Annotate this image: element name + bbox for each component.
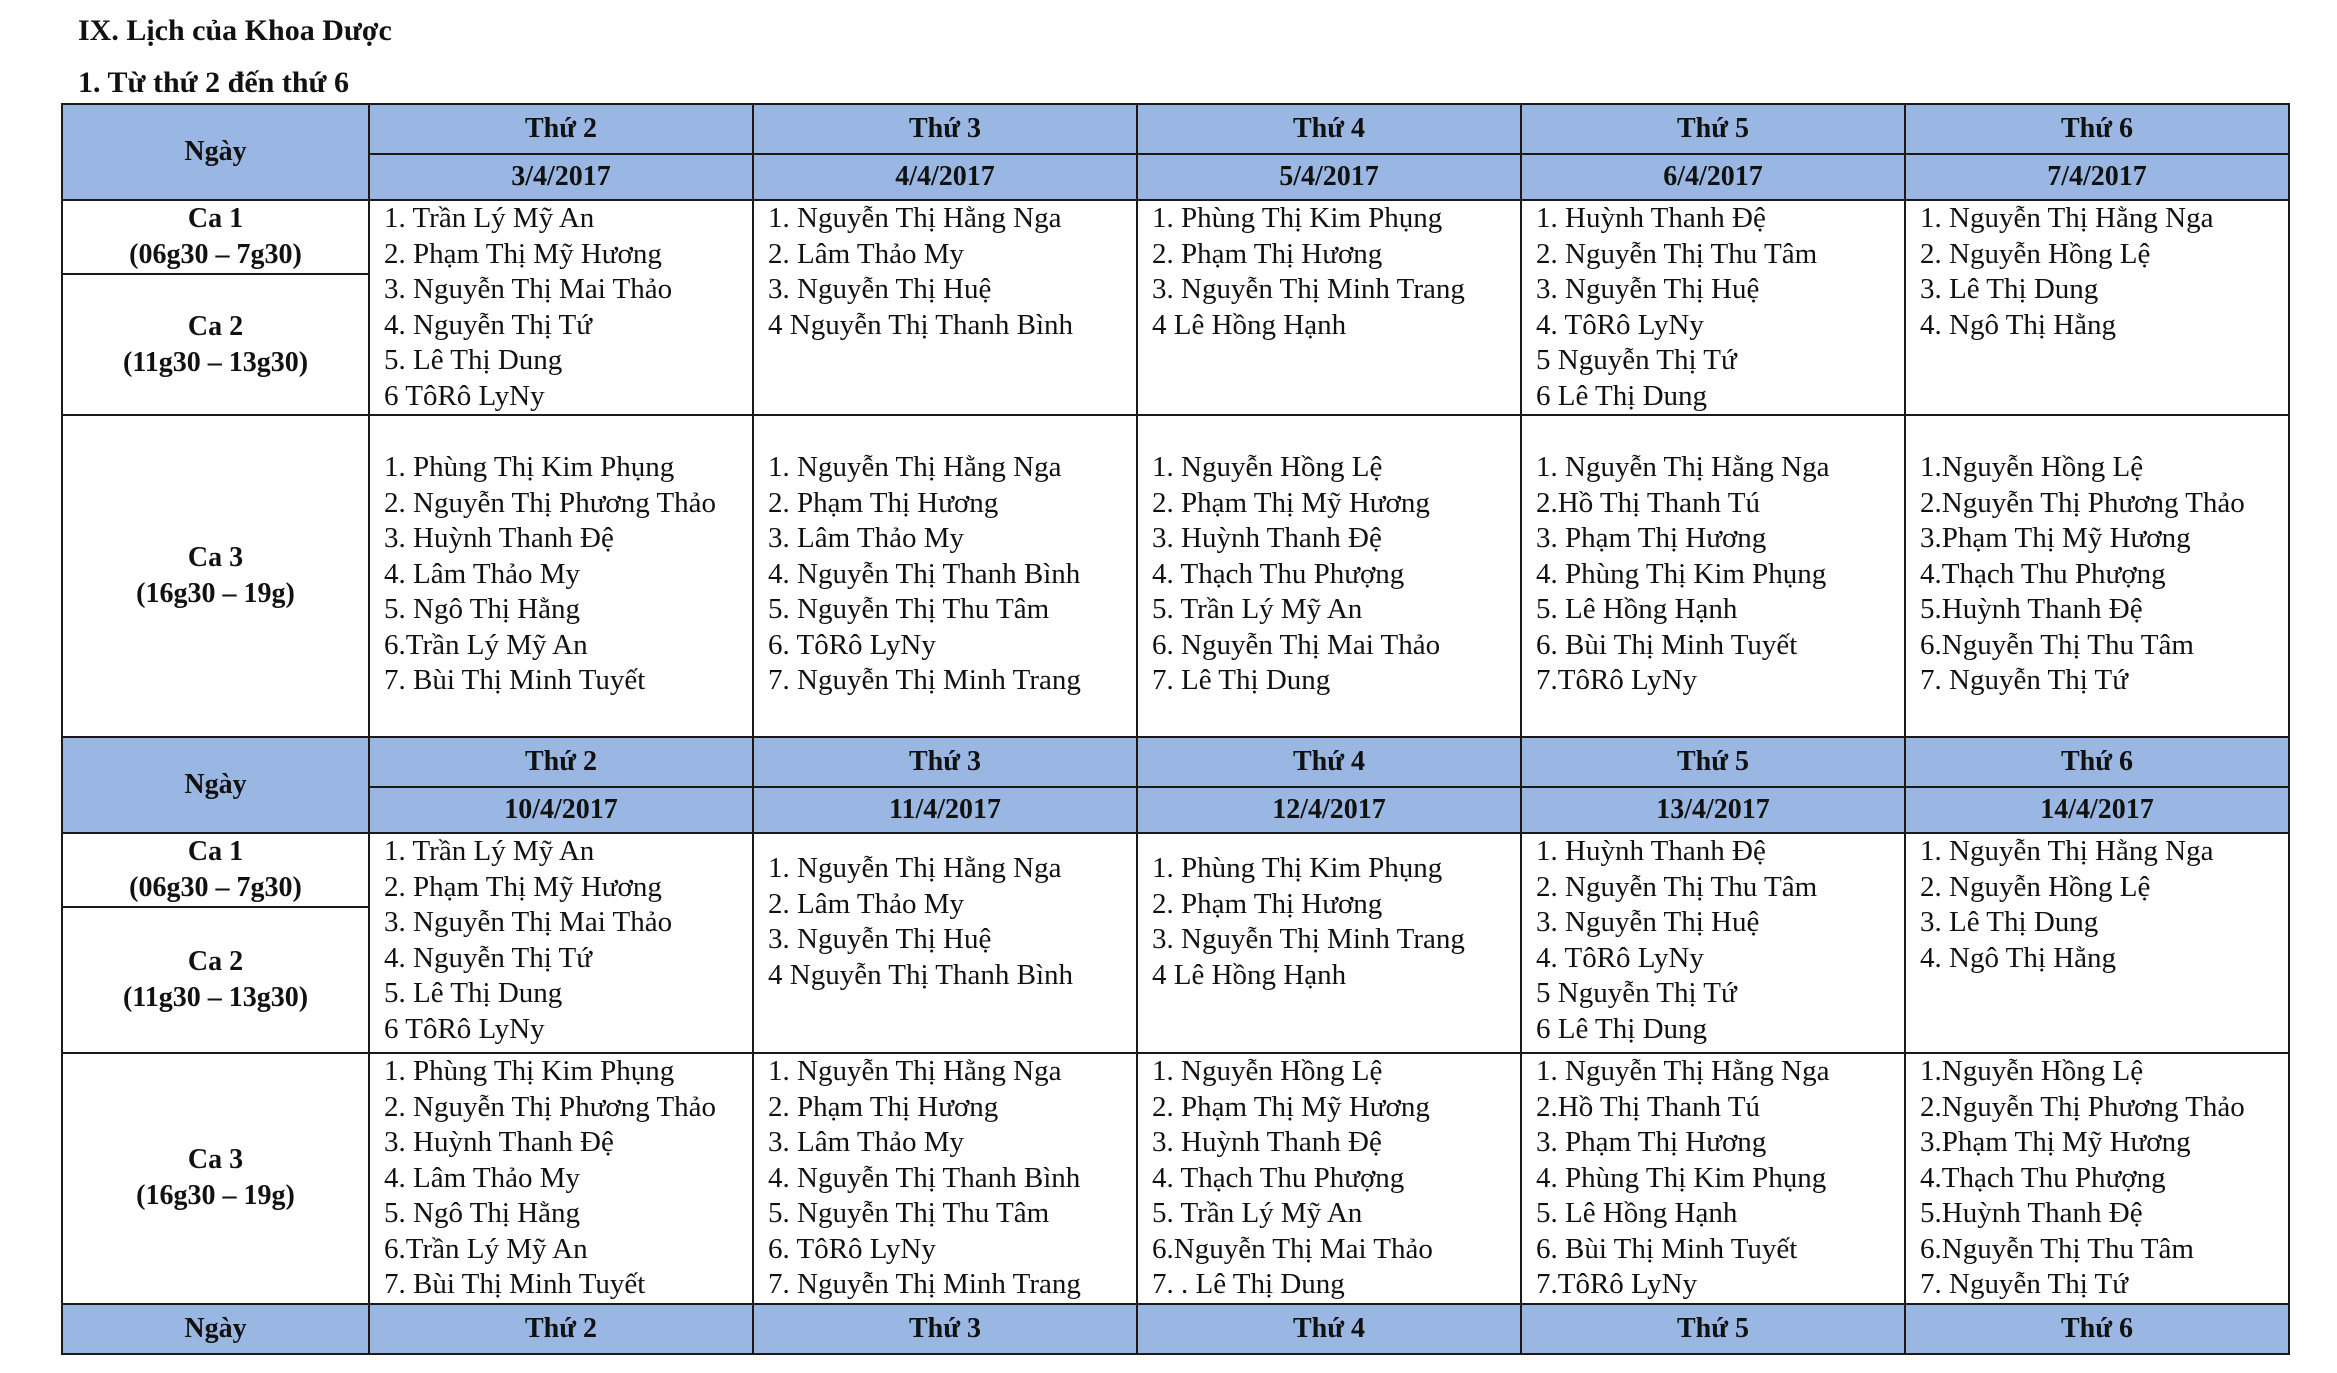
ngay-header: Ngày: [62, 737, 369, 833]
staff-name: 1.Nguyễn Hồng Lệ: [1920, 451, 2144, 483]
staff-name: 2.Nguyễn Thị Phương Thảo: [1920, 1090, 2245, 1123]
staff-name: 4 Lê Hồng Hạnh: [1152, 308, 1347, 341]
ca3-cell: [1905, 1053, 2289, 1304]
ca1-name: Ca 1: [187, 203, 244, 235]
staff-name: 4. Nguyễn Thị Thanh Bình: [768, 557, 1081, 590]
staff-name: 1. Nguyễn Hồng Lệ: [1152, 451, 1383, 483]
staff-name: 7. Lê Thị Dung: [1152, 664, 1331, 696]
staff-name: 4.Thạch Thu Phượng: [1920, 557, 2166, 590]
staff-name: 1. Nguyễn Thị Hằng Nga: [1536, 1055, 1830, 1087]
staff-name: 3.Phạm Thị Mỹ Hương: [1920, 1126, 2191, 1158]
staff-name: 7. Nguyễn Thị Tứ: [1920, 664, 2128, 696]
staff-name: 1. Nguyễn Thị Hằng Nga: [768, 1055, 1062, 1087]
staff-name: 3. Nguyễn Thị Mai Thảo: [384, 906, 673, 938]
staff-name: 6.Trần Lý Mỹ An: [384, 628, 588, 661]
staff-name: 2. Phạm Thị Hương: [1152, 887, 1383, 920]
ca12-cell: [1521, 200, 1905, 415]
day-header-5: Thứ 5: [1521, 1304, 1905, 1354]
staff-name: 5 Nguyễn Thị Tứ: [1536, 344, 1737, 376]
ca3-cell: [1905, 415, 2289, 737]
staff-name: 6.Trần Lý Mỹ An: [384, 1232, 588, 1265]
staff-name: 3. Nguyễn Thị Huệ: [768, 923, 992, 955]
staff-name: 2. Phạm Thị Mỹ Hương: [384, 237, 662, 270]
staff-name: 1. Nguyễn Thị Hằng Nga: [768, 202, 1062, 234]
day-header-4: Thứ 4: [1137, 104, 1521, 154]
ca3-cell: [369, 1053, 753, 1304]
staff-name: 4. Lâm Thảo My: [384, 1161, 580, 1194]
staff-name: 5. Lê Hồng Hạnh: [1536, 593, 1738, 625]
staff-name: 4. Ngô Thị Hằng: [1920, 308, 2117, 341]
ca1-row: [62, 833, 2289, 907]
staff-name: 7. Nguyễn Thị Minh Trang: [768, 664, 1081, 696]
ca1-time: (06g30 – 7g30): [129, 872, 302, 903]
staff-name: 3. Nguyễn Thị Minh Trang: [1152, 923, 1465, 955]
staff-name: 6.Nguyễn Thị Thu Tâm: [1920, 628, 2194, 661]
ca2-label: [62, 907, 369, 1053]
staff-name: 5. Trần Lý Mỹ An: [1152, 593, 1363, 625]
ca12-cell: [753, 200, 1137, 415]
staff-name: 6. Bùi Thị Minh Tuyết: [1536, 628, 1798, 661]
day-header-row-next: [62, 1304, 2289, 1354]
staff-name: 3. Phạm Thị Hương: [1536, 522, 1767, 554]
day-header-row: [62, 737, 2289, 787]
staff-name: 6 Lê Thị Dung: [1536, 379, 1708, 412]
staff-name: 7. Bùi Thị Minh Tuyết: [384, 664, 646, 696]
ca3-label: [62, 415, 369, 737]
staff-name: 3. Huỳnh Thanh Đệ: [1152, 522, 1382, 554]
staff-name: 1. Phùng Thị Kim Phụng: [384, 1055, 675, 1087]
staff-name: 2. Nguyễn Hồng Lệ: [1920, 870, 2151, 903]
staff-name: 7. Nguyễn Thị Minh Trang: [768, 1268, 1081, 1300]
date-cell: 10/4/2017: [369, 787, 753, 833]
ca1-name: Ca 1: [187, 836, 244, 867]
staff-name: 2.Hồ Thị Thanh Tú: [1536, 486, 1760, 519]
ca1-time: (06g30 – 7g30): [129, 239, 302, 271]
day-header-2: Thứ 2: [369, 104, 753, 154]
ca3-name: Ca 3: [187, 542, 244, 573]
day-header-5: Thứ 5: [1521, 737, 1905, 787]
date-cell: 6/4/2017: [1521, 154, 1905, 200]
staff-name: 7. . Lê Thị Dung: [1152, 1268, 1345, 1300]
staff-name: 6.Nguyễn Thị Mai Thảo: [1152, 1232, 1433, 1265]
ca12-cell: [753, 833, 1137, 1053]
day-header-2: Thứ 2: [369, 1304, 753, 1354]
staff-name: 2.Nguyễn Thị Phương Thảo: [1920, 486, 2245, 519]
ca3-row: [62, 1053, 2289, 1304]
staff-name: 1. Trần Lý Mỹ An: [384, 202, 595, 234]
staff-name: 4. Nguyễn Thị Tứ: [384, 308, 592, 341]
staff-name: 1. Nguyễn Thị Hằng Nga: [768, 451, 1062, 483]
staff-name: 4. Nguyễn Thị Thanh Bình: [768, 1161, 1081, 1194]
ca3-label: [62, 1053, 369, 1304]
staff-name: 7. Nguyễn Thị Tứ: [1920, 1268, 2128, 1300]
staff-name: 2. Nguyễn Hồng Lệ: [1920, 237, 2151, 270]
ca12-cell: [1905, 200, 2289, 415]
staff-name: 4. Lâm Thảo My: [384, 557, 580, 590]
staff-name: 7. Bùi Thị Minh Tuyết: [384, 1268, 646, 1300]
ca3-cell: [1521, 415, 1905, 737]
date-cell: 3/4/2017: [369, 154, 753, 200]
staff-name: 3. Nguyễn Thị Huệ: [1536, 273, 1760, 305]
ca12-cell: [1905, 833, 2289, 1053]
staff-name: 5. Ngô Thị Hằng: [384, 1197, 581, 1229]
staff-name: 3. Nguyễn Thị Huệ: [768, 273, 992, 305]
ca3-cell: [753, 1053, 1137, 1304]
ca12-cell: [369, 833, 753, 1053]
staff-name: 4. Thạch Thu Phượng: [1152, 1161, 1405, 1194]
staff-name: 3.Phạm Thị Mỹ Hương: [1920, 522, 2191, 554]
staff-name: 6 TôRô LyNy: [384, 379, 545, 412]
staff-name: 1. Nguyễn Thị Hằng Nga: [768, 852, 1062, 884]
staff-name: 3. Huỳnh Thanh Đệ: [1152, 1126, 1382, 1158]
staff-name: 5. Lê Hồng Hạnh: [1536, 1197, 1738, 1229]
staff-name: 5. Lê Thị Dung: [384, 344, 563, 376]
ca3-cell: [1137, 415, 1521, 737]
staff-name: 6 Lê Thị Dung: [1536, 1012, 1708, 1045]
staff-name: 4. Ngô Thị Hằng: [1920, 941, 2117, 974]
schedule-table: [61, 103, 2290, 1355]
staff-name: 6. TôRô LyNy: [768, 1232, 936, 1265]
staff-name: 1. Nguyễn Thị Hằng Nga: [1920, 835, 2214, 867]
date-cell: 7/4/2017: [1905, 154, 2289, 200]
staff-name: 3. Nguyễn Thị Huệ: [1536, 906, 1760, 938]
staff-name: 2. Nguyễn Thị Phương Thảo: [384, 486, 717, 519]
staff-name: 4.Thạch Thu Phượng: [1920, 1161, 2166, 1194]
ca3-cell: [1521, 1053, 1905, 1304]
staff-name: 7.TôRô LyNy: [1536, 664, 1698, 696]
ca3-time: (16g30 – 19g): [136, 1180, 295, 1212]
ngay-header: Ngày: [62, 1304, 369, 1354]
staff-name: 5.Huỳnh Thanh Đệ: [1920, 1197, 2143, 1229]
staff-name: 5 Nguyễn Thị Tứ: [1536, 977, 1737, 1009]
staff-name: 3. Phạm Thị Hương: [1536, 1126, 1767, 1158]
staff-name: 4. Nguyễn Thị Tứ: [384, 941, 592, 974]
ca12-cell: [1521, 833, 1905, 1053]
section-title: 1. Từ thứ 2 đến thứ 6: [78, 66, 350, 99]
staff-name: 2. Phạm Thị Mỹ Hương: [1152, 486, 1430, 519]
staff-name: 3. Nguyễn Thị Mai Thảo: [384, 273, 673, 305]
staff-name: 4 Nguyễn Thị Thanh Bình: [768, 958, 1074, 991]
ca2-name: Ca 2: [187, 310, 244, 342]
staff-name: 4. Phùng Thị Kim Phụng: [1536, 1161, 1827, 1194]
staff-name: 2. Lâm Thảo My: [768, 237, 964, 270]
staff-name: 5. Trần Lý Mỹ An: [1152, 1197, 1363, 1229]
ca3-name: Ca 3: [187, 1144, 244, 1176]
date-cell: 14/4/2017: [1905, 787, 2289, 833]
staff-name: 2. Phạm Thị Hương: [768, 486, 999, 519]
staff-name: 1. Trần Lý Mỹ An: [384, 835, 595, 867]
ca1-row: [62, 200, 2289, 274]
ca2-name: Ca 2: [187, 946, 244, 977]
ca3-cell: [1137, 1053, 1521, 1304]
day-header-3: Thứ 3: [753, 1304, 1137, 1354]
ca2-time: (11g30 – 13g30): [122, 346, 309, 378]
staff-name: 1. Huỳnh Thanh Đệ: [1536, 835, 1766, 867]
page-title: IX. Lịch của Khoa Dược: [78, 14, 392, 47]
day-header-2: Thứ 2: [369, 737, 753, 787]
staff-name: 2. Nguyễn Thị Thu Tâm: [1536, 870, 1818, 903]
date-cell: 12/4/2017: [1137, 787, 1521, 833]
ca3-time: (16g30 – 19g): [136, 578, 295, 609]
date-cell: 13/4/2017: [1521, 787, 1905, 833]
staff-name: 1.Nguyễn Hồng Lệ: [1920, 1055, 2144, 1087]
staff-name: 1. Nguyễn Thị Hằng Nga: [1536, 451, 1830, 483]
day-header-row: [62, 104, 2289, 154]
staff-name: 3. Huỳnh Thanh Đệ: [384, 522, 614, 554]
ca1-label: [62, 200, 369, 274]
staff-name: 1. Phùng Thị Kim Phụng: [384, 451, 675, 483]
date-row: [62, 154, 2289, 200]
staff-name: 2. Nguyễn Thị Thu Tâm: [1536, 237, 1818, 270]
staff-name: 4. Phùng Thị Kim Phụng: [1536, 557, 1827, 590]
day-header-3: Thứ 3: [753, 104, 1137, 154]
staff-name: 2. Nguyễn Thị Phương Thảo: [384, 1090, 717, 1123]
day-header-6: Thứ 6: [1905, 737, 2289, 787]
staff-name: 1. Huỳnh Thanh Đệ: [1536, 202, 1766, 234]
staff-name: 6.Nguyễn Thị Thu Tâm: [1920, 1232, 2194, 1265]
ca12-cell: [369, 200, 753, 415]
date-cell: 4/4/2017: [753, 154, 1137, 200]
staff-name: 5. Lê Thị Dung: [384, 977, 563, 1009]
staff-name: 4. TôRô LyNy: [1536, 308, 1704, 341]
day-header-3: Thứ 3: [753, 737, 1137, 787]
day-header-4: Thứ 4: [1137, 1304, 1521, 1354]
staff-name: 2. Phạm Thị Mỹ Hương: [1152, 1090, 1430, 1123]
ca3-row: [62, 415, 2289, 737]
staff-name: 4 Nguyễn Thị Thanh Bình: [768, 308, 1074, 341]
staff-name: 1. Nguyễn Hồng Lệ: [1152, 1055, 1383, 1087]
staff-name: 6. Bùi Thị Minh Tuyết: [1536, 1232, 1798, 1265]
day-header-4: Thứ 4: [1137, 737, 1521, 787]
staff-name: 2. Lâm Thảo My: [768, 887, 964, 920]
staff-name: 3. Nguyễn Thị Minh Trang: [1152, 273, 1465, 305]
staff-name: 4. Thạch Thu Phượng: [1152, 557, 1405, 590]
ca3-cell: [753, 415, 1137, 737]
ca12-cell: [1137, 200, 1521, 415]
staff-name: 3. Lâm Thảo My: [768, 1126, 964, 1158]
staff-name: 5.Huỳnh Thanh Đệ: [1920, 593, 2143, 625]
staff-name: 2. Phạm Thị Hương: [768, 1090, 999, 1123]
date-row: [62, 787, 2289, 833]
staff-name: 3. Lâm Thảo My: [768, 522, 964, 554]
staff-name: 1. Phùng Thị Kim Phụng: [1152, 852, 1443, 884]
day-header-5: Thứ 5: [1521, 104, 1905, 154]
staff-name: 2. Phạm Thị Mỹ Hương: [384, 870, 662, 903]
staff-name: 2. Phạm Thị Hương: [1152, 237, 1383, 270]
staff-name: 7.TôRô LyNy: [1536, 1268, 1698, 1300]
ca2-label: [62, 274, 369, 415]
staff-name: 5. Nguyễn Thị Thu Tâm: [768, 593, 1050, 625]
staff-name: 6. TôRô LyNy: [768, 628, 936, 661]
ngay-header: Ngày: [62, 104, 369, 200]
ca12-cell: [1137, 833, 1521, 1053]
staff-name: 5. Nguyễn Thị Thu Tâm: [768, 1197, 1050, 1229]
day-header-6: Thứ 6: [1905, 1304, 2289, 1354]
ca1-label: [62, 833, 369, 907]
staff-name: 5. Ngô Thị Hằng: [384, 593, 581, 625]
ca2-time: (11g30 – 13g30): [122, 982, 309, 1013]
staff-name: 1. Phùng Thị Kim Phụng: [1152, 202, 1443, 234]
date-cell: 11/4/2017: [753, 787, 1137, 833]
staff-name: 4. TôRô LyNy: [1536, 941, 1704, 974]
staff-name: 3. Lê Thị Dung: [1920, 273, 2099, 305]
staff-name: 1. Nguyễn Thị Hằng Nga: [1920, 202, 2214, 234]
staff-name: 2.Hồ Thị Thanh Tú: [1536, 1090, 1760, 1123]
date-cell: 5/4/2017: [1137, 154, 1521, 200]
staff-name: 4 Lê Hồng Hạnh: [1152, 958, 1347, 991]
staff-name: 3. Lê Thị Dung: [1920, 906, 2099, 938]
staff-name: 3. Huỳnh Thanh Đệ: [384, 1126, 614, 1158]
day-header-6: Thứ 6: [1905, 104, 2289, 154]
ca3-cell: [369, 415, 753, 737]
staff-name: 6. Nguyễn Thị Mai Thảo: [1152, 628, 1441, 661]
staff-name: 6 TôRô LyNy: [384, 1012, 545, 1045]
